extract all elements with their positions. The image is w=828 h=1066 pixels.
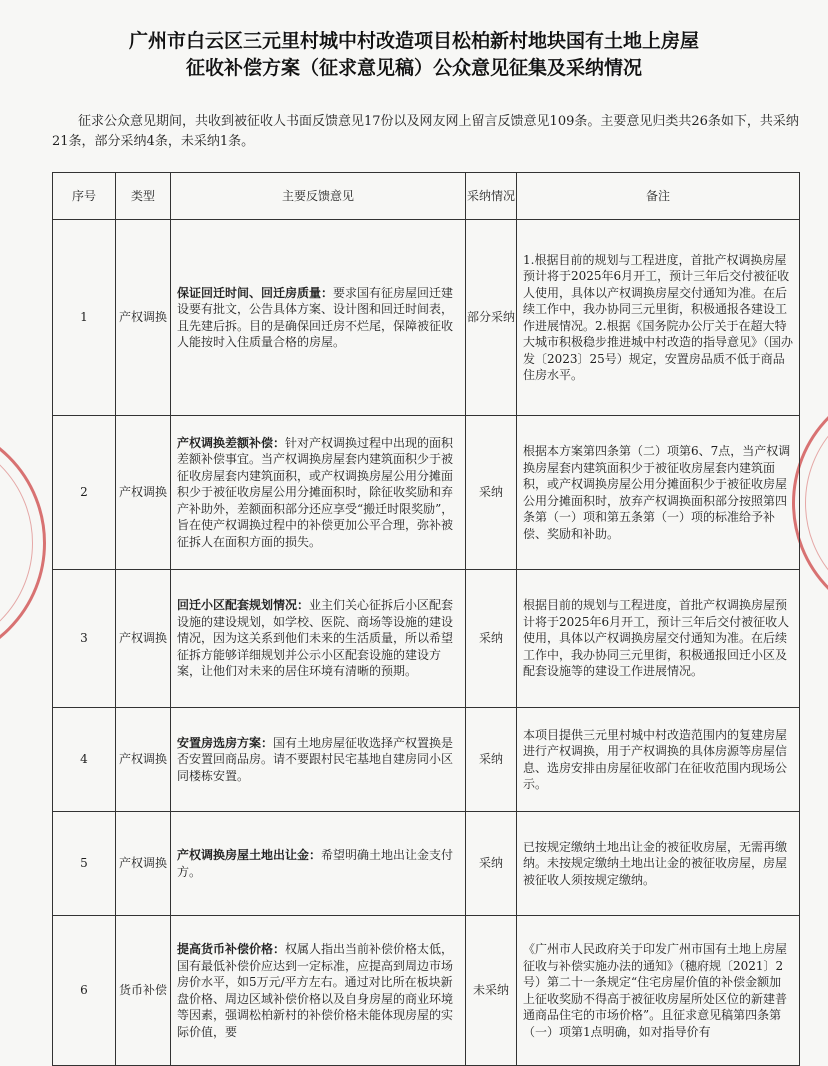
row-note: 根据目前的规划与工程进度，首批产权调换房屋预计将于2025年6月开工，预计三年后交付被征收人使用，具体以产权调换房屋交付通知为准。在后续工作中，我办协同三元里街，积极通报回迁小区及配套设施等的建设工作进展情况。 — [517, 570, 800, 708]
table-row — [53, 708, 800, 812]
feedback-table — [52, 172, 800, 1066]
row-main — [171, 812, 466, 916]
row-main-label: 产权调换差额补偿： — [177, 435, 286, 450]
row-note: 1.根据目前的规划与工程进度，首批产权调换房屋预计将于2025年6月开工，预计三年后交付被征收人使用，具体以产权调换房屋交付通知为准。在后续工作中，我办协同三元里街，积极通报各建设工作进展情况。2.根据《国务院办公厅关于在超大特大城市积极稳步推进城中村改造的指导意见》（国办发〔2023〕25号）规定，安置房品质不低于商品住房水平。 — [517, 220, 800, 416]
row-main — [171, 220, 466, 416]
title-line-2: 征收补偿方案（征求意见稿）公众意见征集及采纳情况 — [185, 57, 642, 79]
header-adopt: 采纳情况 — [466, 173, 517, 220]
row-note: 已按规定缴纳土地出让金的被征收房屋，无需再缴纳。未按规定缴纳土地出让金的被征收房屋，房屋被征收人须按规定缴纳。 — [517, 812, 800, 916]
document-title — [0, 28, 828, 82]
intro-paragraph: 征求公众意见期间，共收到被征收人书面反馈意见17份以及网友网上留言反馈意见109条。主要意见归类共26条如下，共采纳21条，部分采纳4条，未采纳1条。 — [52, 114, 799, 149]
row-adopt: 未采纳 — [466, 916, 517, 1066]
row-main — [171, 916, 466, 1066]
row-type: 产权调换 — [116, 708, 171, 812]
table-row — [53, 416, 800, 570]
row-main-label: 产权调换房屋土地出让金： — [177, 848, 322, 862]
title-line-1: 广州市白云区三元里村城中村改造项目松柏新村地块国有土地上房屋 — [128, 30, 699, 52]
row-type: 产权调换 — [116, 812, 171, 916]
row-main — [171, 416, 466, 570]
row-type: 产权调换 — [116, 416, 171, 570]
row-main-text: 要求国有征房屋回迁建设要有批文，公告具体方案、设计图和回迁时间表，且先建后拆。目的是确保回迁房不烂尾，保障被征收人能按时入住质量合格的房屋。 — [177, 285, 454, 349]
row-adopt: 采纳 — [466, 708, 517, 812]
table-row — [53, 812, 800, 916]
row-adopt: 采纳 — [466, 812, 517, 916]
table-row — [53, 916, 800, 1066]
row-type: 产权调换 — [116, 220, 171, 416]
row-type: 产权调换 — [116, 570, 171, 708]
row-note: 本项目提供三元里村城中村改造范围内的复建房屋进行产权调换，用于产权调换的具体房源等房屋信息、选房安排由房屋征收部门在征收范围内现场公示。 — [517, 708, 800, 812]
table-header-row — [53, 173, 800, 220]
row-adopt: 采纳 — [466, 570, 517, 708]
header-note: 备注 — [517, 173, 800, 220]
row-main-label: 保证回迁时间、回迁房质量： — [177, 285, 334, 300]
row-note: 根据本方案第四条第（二）项第6、7点，当产权调换房屋套内建筑面积少于被征收房屋套内建筑面积，或产权调换房屋公用分摊面积少于被征收房屋公用分摊面积时，放弃产权调换面积部分按照第四条第（一）项和第五条第（一）项的标准给予补偿、奖励和补助。 — [517, 416, 800, 570]
row-main — [171, 570, 466, 708]
row-main-label: 回迁小区配套规划情况： — [177, 598, 310, 613]
row-main-text: 国有土地房屋征收选择产权置换是否安置回商品房。请不要跟村民宅基地自建房同小区同楼栋安置。 — [177, 735, 454, 783]
row-no: 2 — [53, 416, 116, 570]
official-seal-left — [0, 420, 46, 666]
row-main-label: 安置房选房方案： — [177, 735, 274, 750]
row-adopt: 采纳 — [466, 416, 517, 570]
header-main: 主要反馈意见 — [171, 173, 466, 220]
row-adopt: 部分采纳 — [466, 220, 517, 416]
table-row — [53, 570, 800, 708]
row-note: 《广州市人民政府关于印发广州市国有土地上房屋征收与补偿实施办法的通知》（穗府规〔2021〕2号）第二十一条规定“住宅房屋价值的补偿金额加上征收奖励不得高于被征收房屋所处区位的新建普通商品住宅的市场价格”。且征求意见稿第四条第（一）项第1点明确，如对指导价有 — [517, 916, 800, 1066]
row-no: 1 — [53, 220, 116, 416]
row-no: 6 — [53, 916, 116, 1066]
row-main — [171, 708, 466, 812]
row-type: 货币补偿 — [116, 916, 171, 1066]
header-no: 序号 — [53, 173, 116, 220]
row-main-text: 希望明确土地出让金支付方。 — [177, 848, 454, 879]
row-main-text: 权属人指出当前补偿价格太低，国有最低补偿价应达到一定标准，应提高到周边市场房价水平，如5万元/平方左右。通过对比所在板块新盘价格、周边区域补偿价格以及自身房屋的商业环境等因素，强调松柏新村的补偿价格未能体现房屋的实际价值，要 — [177, 942, 454, 1039]
row-no: 5 — [53, 812, 116, 916]
row-main-text: 业主们关心征拆后小区配套设施的建设规划，如学校、医院、商场等设施的建设情况，因为这关系到他们未来的生活质量，所以希望征拆方能够详细规划并公示小区配套设施的建设方案，让他们对未来的居住环境有清晰的预期。 — [177, 598, 454, 679]
row-no: 4 — [53, 708, 116, 812]
row-main-text: 针对产权调换过程中出现的面积差额补偿事宜。当产权调换房屋套内建筑面积少于被征收房屋套内建筑面积，或产权调换房屋公用分摊面积少于被征收房屋公用分摊面积时，除征收奖励和弃产补助外，差额面积部分还应享受“搬迁时限奖励”，旨在使产权调换过程中的补偿更加公平合理，弥补被征拆人在面积方面的损失。 — [177, 435, 454, 549]
header-type: 类型 — [116, 173, 171, 220]
table-row — [53, 220, 800, 416]
row-no: 3 — [53, 570, 116, 708]
row-main-label: 提高货币补偿价格： — [177, 942, 286, 956]
